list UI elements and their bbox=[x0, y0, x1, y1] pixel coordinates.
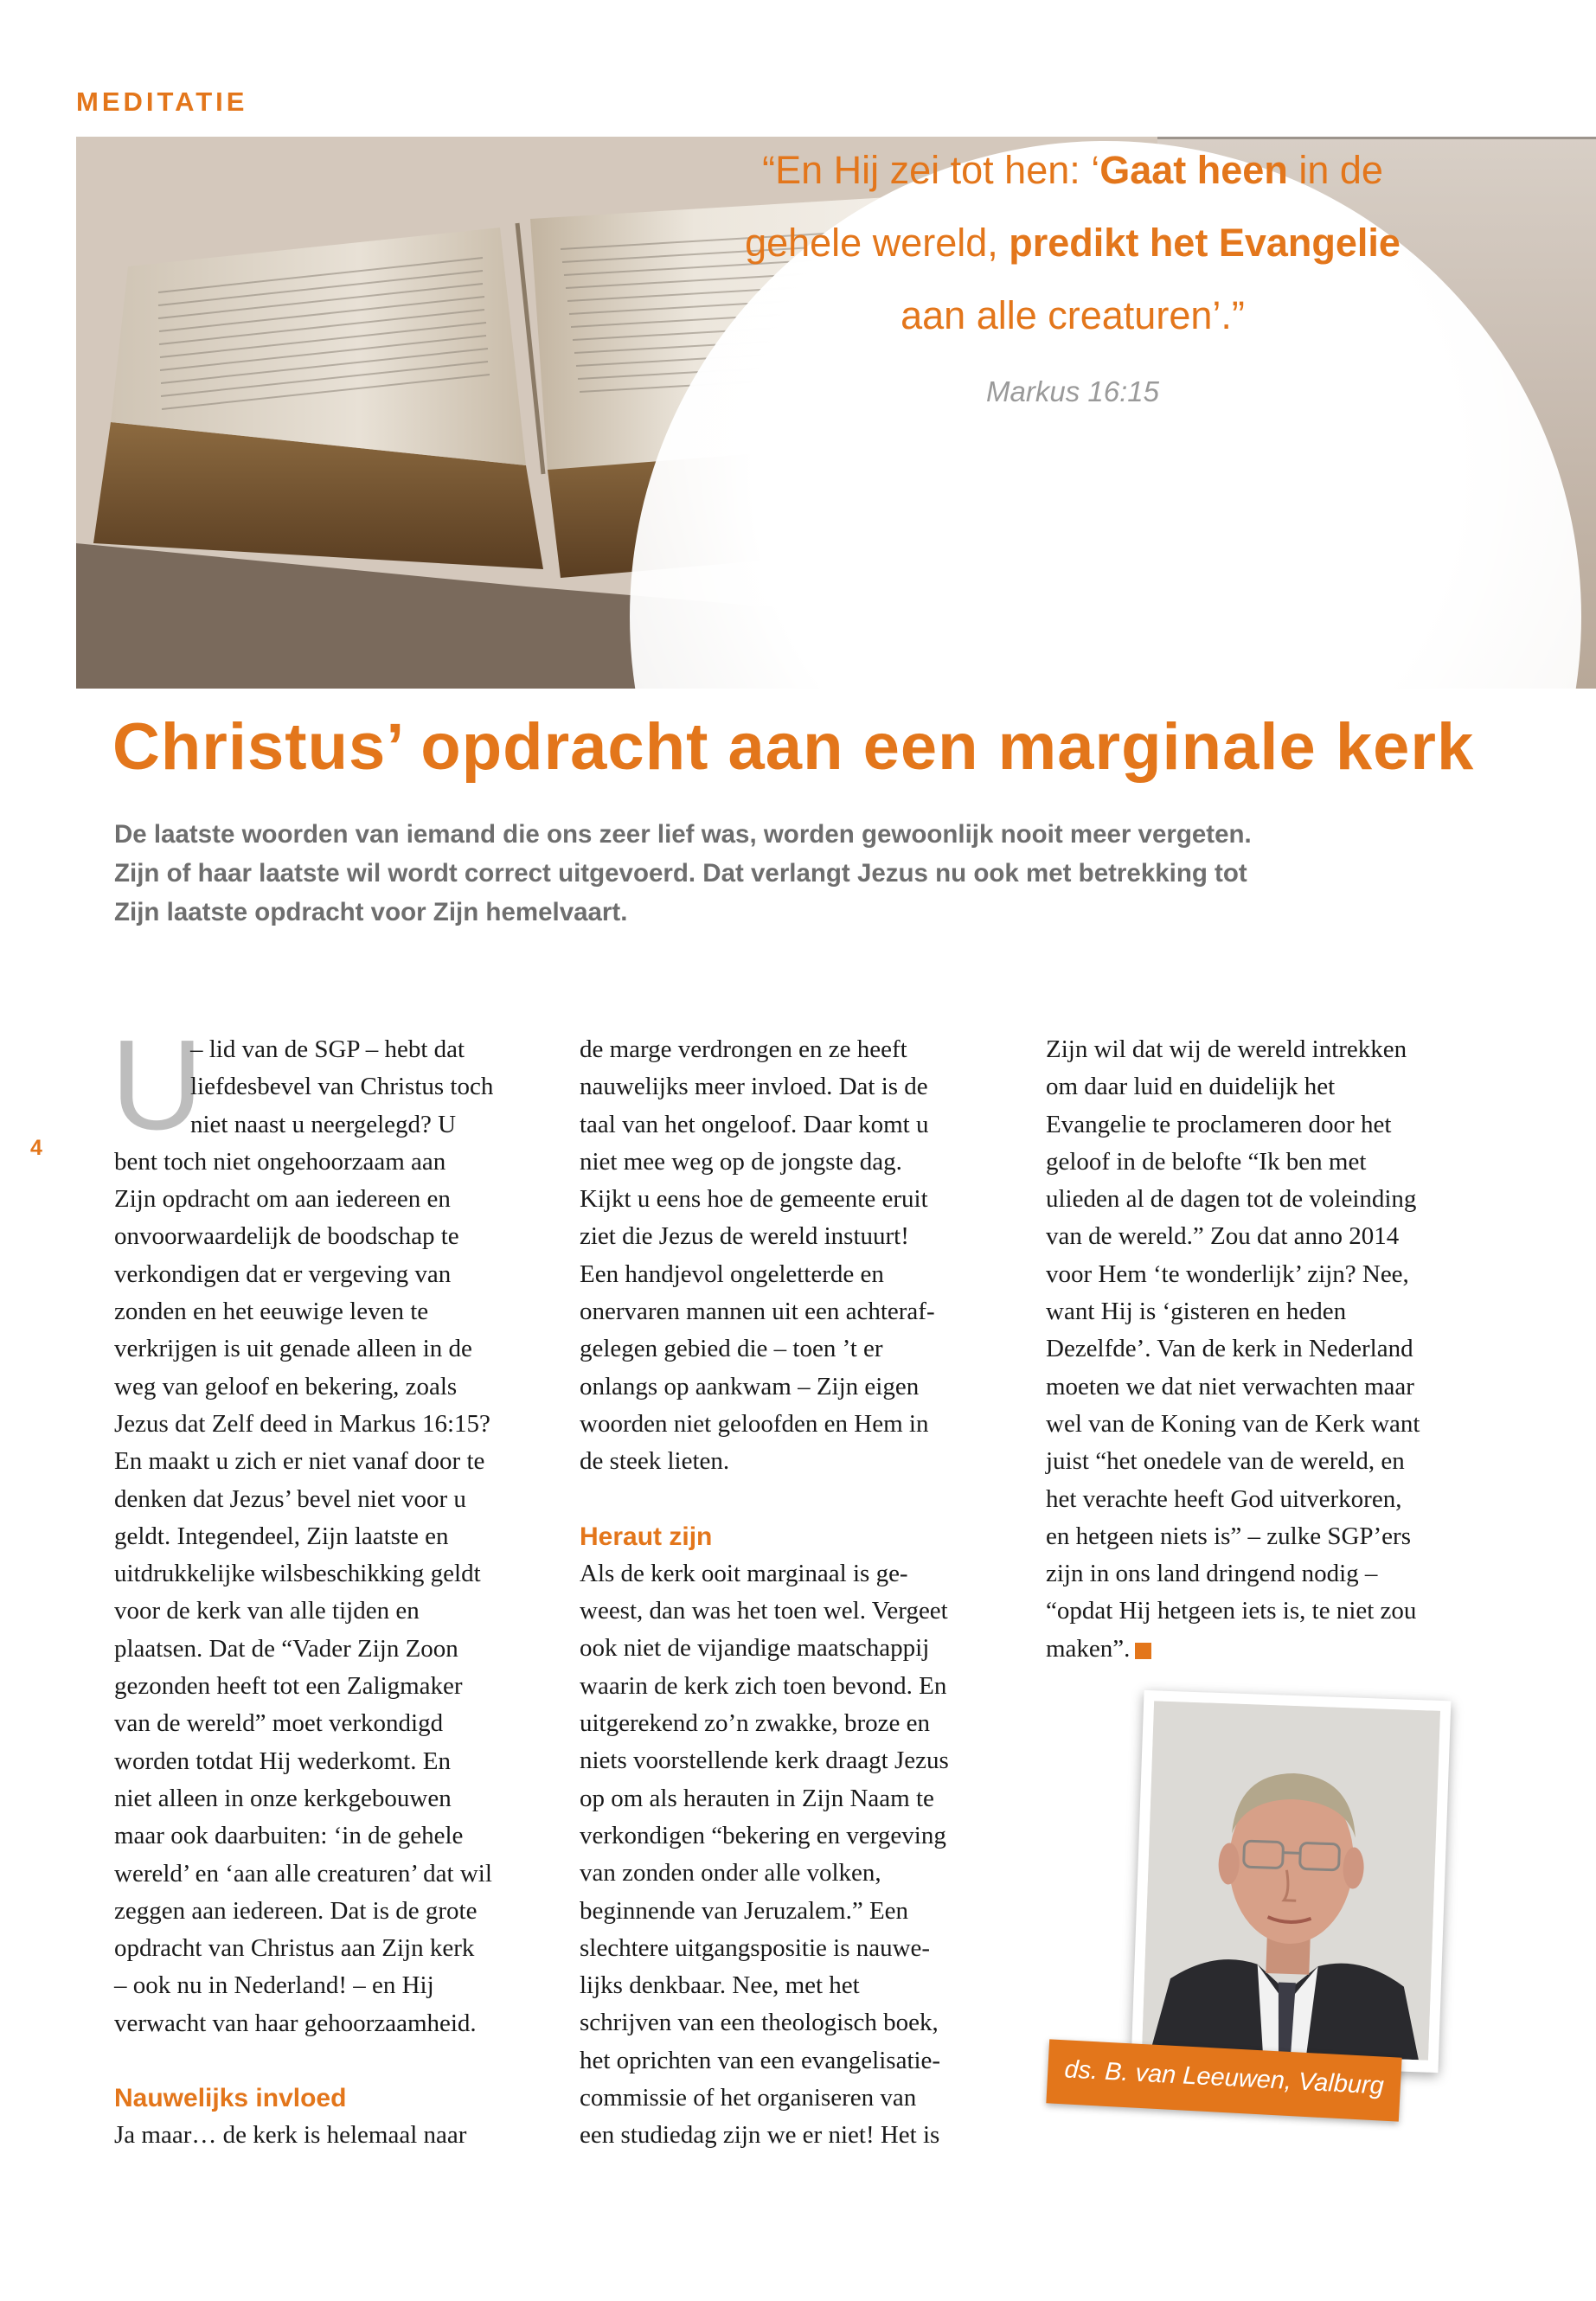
paragraph-gap bbox=[114, 2042, 547, 2080]
text-line: ziet die Jezus de wereld instuurt! bbox=[580, 1222, 909, 1251]
column-1 bbox=[114, 1031, 547, 2155]
text-line: niets voorstellende kerk draagt Jezus bbox=[580, 1747, 949, 1775]
text-line: onlangs op aankwam – Zijn eigen bbox=[580, 1372, 920, 1400]
text-line: voor de kerk van alle tijden en bbox=[114, 1597, 420, 1625]
text-line: verwacht van haar gehoorzaamheid. bbox=[114, 2009, 477, 2037]
text-line: wereld’ en ‘aan alle creaturen’ dat wil bbox=[114, 1859, 492, 1888]
text-line: zonden en het eeuwige leven te bbox=[114, 1298, 429, 1326]
text-line: Zijn wil dat wij de wereld intrekken bbox=[1046, 1035, 1407, 1063]
text-line: commissie of het organiseren van bbox=[580, 2084, 917, 2112]
text-line: gelegen gebied die – toen ’t er bbox=[580, 1335, 883, 1363]
section-label: MEDITATIE bbox=[76, 87, 248, 117]
text-line: worden totdat Hij wederkomt. En bbox=[114, 1747, 451, 1775]
text-line: de marge verdrongen en ze heeft bbox=[580, 1035, 907, 1063]
text-line: slechtere uitgangspositie is nauwe- bbox=[580, 1933, 931, 1962]
text-line: moeten we dat niet verwachten maar bbox=[1046, 1372, 1414, 1400]
text-line: niet naast u neergelegd? U bbox=[190, 1110, 457, 1138]
text-line: waarin de kerk zich toen bevond. En bbox=[580, 1671, 947, 1700]
text-line: uitdrukkelijke wilsbeschikking geldt bbox=[114, 1560, 481, 1588]
text-line: Dezelfde’. Van de kerk in Nederland bbox=[1046, 1335, 1413, 1363]
text-line: taal van het ongeloof. Daar komt u bbox=[580, 1110, 929, 1138]
text-line: voor Hem ‘te wonderlijk’ zijn? Nee, bbox=[1046, 1259, 1409, 1288]
quote-line-2: gehele wereld, predikt het Evangelie bbox=[745, 221, 1401, 265]
column-2 bbox=[580, 1031, 1029, 2155]
text-line: Jezus dat Zelf deed in Markus 16:15? bbox=[114, 1409, 490, 1438]
text-line: want Hij is ‘gisteren en heden bbox=[1046, 1298, 1347, 1326]
article-title: Christus’ opdracht aan een marginale kerk bbox=[112, 710, 1475, 784]
text-line: liefdesbevel van Christus toch bbox=[190, 1073, 494, 1101]
article-lead bbox=[114, 815, 1377, 932]
text-line: geloof in de belofte “Ik ben met bbox=[1046, 1147, 1367, 1176]
text-line: uitgerekend zo’n zwakke, broze en bbox=[580, 1709, 930, 1738]
text-line: bent toch niet ongehoorzaam aan bbox=[114, 1147, 446, 1176]
text-line: weest, dan was het toen wel. Vergeet bbox=[580, 1597, 948, 1625]
paragraph-gap bbox=[580, 1481, 1029, 1518]
end-mark-icon bbox=[1135, 1643, 1151, 1659]
text-line: de steek lieten. bbox=[580, 1447, 730, 1476]
text-line: verkondigen “bekering en vergeving bbox=[580, 1821, 946, 1849]
text-line: op om als herauten in Zijn Naam te bbox=[580, 1784, 934, 1812]
text-line: onervaren mannen uit een achteraf- bbox=[580, 1298, 935, 1326]
text-line: zijn in ons land dringend nodig – bbox=[1046, 1560, 1378, 1588]
text-line: ulieden al de dagen tot de voleinding bbox=[1046, 1185, 1417, 1214]
quote-reference: Markus 16:15 bbox=[986, 375, 1159, 407]
page-number: 4 bbox=[30, 1136, 42, 1160]
text-line: – lid van de SGP – hebt dat bbox=[190, 1035, 465, 1063]
text-line: schrijven van een theologisch boek, bbox=[580, 2009, 939, 2037]
text-line: van de wereld” moet verkondigd bbox=[114, 1709, 444, 1738]
quote-line-3: aan alle creaturen’.” bbox=[901, 293, 1245, 337]
author-caption: ds. B. van Leeuwen, Valburg bbox=[1046, 2039, 1401, 2121]
text-line: het oprichten van een evangelisatie- bbox=[580, 2046, 941, 2074]
text-line-final: maken”. bbox=[1046, 1634, 1131, 1663]
text-line: ook niet de vijandige maatschappij bbox=[580, 1634, 930, 1663]
text-line: van zonden onder alle volken, bbox=[580, 1859, 881, 1888]
hero-quote bbox=[640, 134, 1505, 352]
text-line: opdracht van Christus aan Zijn kerk bbox=[114, 1934, 475, 1963]
lead-line: Zijn of haar laatste wil wordt correct uitgevoerd. Dat verlangt Jezus nu ook met betrekking tot bbox=[114, 859, 1247, 888]
text-line: juist “het onedele van de wereld, en bbox=[1046, 1447, 1405, 1476]
drop-cap: U bbox=[111, 1014, 203, 1157]
text-line: niet alleen in onze kerkgebouwen bbox=[114, 1784, 452, 1812]
text-line: onvoorwaardelijk de boodschap te bbox=[114, 1222, 459, 1251]
text-line: van de wereld.” Zou dat anno 2014 bbox=[1046, 1222, 1400, 1251]
text-line: lijks denkbaar. Nee, met het bbox=[580, 1971, 860, 2000]
text-line: Evangelie te proclameren door het bbox=[1046, 1110, 1392, 1138]
text-line: beginnende van Jeruzalem.” Een bbox=[580, 1896, 909, 1925]
author-portrait-image bbox=[1142, 1701, 1440, 2060]
lead-line: Zijn laatste opdracht voor Zijn hemelvaart. bbox=[114, 898, 628, 926]
text-line: gezonden heeft tot een Zaligmaker bbox=[114, 1672, 463, 1701]
text-line: maar ook daarbuiten: ‘in de gehele bbox=[114, 1822, 464, 1850]
lead-line: De laatste woorden van iemand die ons zeer lief was, worden gewoonlijk nooit meer vergeten. bbox=[114, 820, 1252, 849]
text-line: denken dat Jezus’ bevel niet voor u bbox=[114, 1484, 466, 1513]
text-line: plaatsen. Dat de “Vader Zijn Zoon bbox=[114, 1634, 458, 1663]
text-line: geldt. Integendeel, Zijn laatste en bbox=[114, 1522, 449, 1550]
text-line: Een handjevol ongeletterde en bbox=[580, 1259, 884, 1288]
text-line: om daar luid en duidelijk het bbox=[1046, 1073, 1336, 1101]
text-line: een studiedag zijn we er niet! Het is bbox=[580, 2121, 940, 2150]
text-line: zeggen aan iedereen. Dat is de grote bbox=[114, 1896, 478, 1925]
quote-line-1: “En Hij zei tot hen: ‘Gaat heen in de bbox=[762, 148, 1383, 192]
text-line: Kijkt u eens hoe de gemeente eruit bbox=[580, 1185, 928, 1214]
text-line: Als de kerk ooit marginaal is ge- bbox=[580, 1559, 908, 1587]
text-line: weg van geloof en bekering, zoals bbox=[114, 1372, 458, 1400]
text-line: woorden niet geloofden en Hem in bbox=[580, 1409, 929, 1438]
author-photo bbox=[1142, 1701, 1440, 2060]
text-line: Ja maar… de kerk is helemaal naar bbox=[114, 2121, 467, 2150]
text-line: Zijn opdracht om aan iedereen en bbox=[114, 1185, 451, 1214]
subheading: Heraut zijn bbox=[580, 1522, 713, 1551]
text-line: en hetgeen niets is” – zulke SGP’ers bbox=[1046, 1522, 1412, 1550]
text-line: het verachte heeft God uitverkoren, bbox=[1046, 1484, 1402, 1513]
author-photo-frame bbox=[1131, 1690, 1452, 2073]
text-line: verkrijgen is uit genade alleen in de bbox=[114, 1335, 472, 1363]
text-line: – ook nu in Nederland! – en Hij bbox=[114, 1971, 434, 2000]
text-line: niet mee weg op de jongste dag. bbox=[580, 1147, 902, 1176]
text-line: nauwelijks meer invloed. Dat is de bbox=[580, 1073, 928, 1101]
text-line: En maakt u zich er niet vanaf door te bbox=[114, 1447, 485, 1476]
text-line: verkondigen dat er vergeving van bbox=[114, 1259, 452, 1288]
subheading: Nauwelijks invloed bbox=[114, 2084, 347, 2113]
text-line-end bbox=[1046, 1631, 1496, 1668]
text-line: “opdat Hij hetgeen iets is, te niet zou bbox=[1046, 1597, 1417, 1625]
column-3 bbox=[1046, 1031, 1496, 1668]
text-line: wel van de Koning van de Kerk want bbox=[1046, 1409, 1420, 1438]
